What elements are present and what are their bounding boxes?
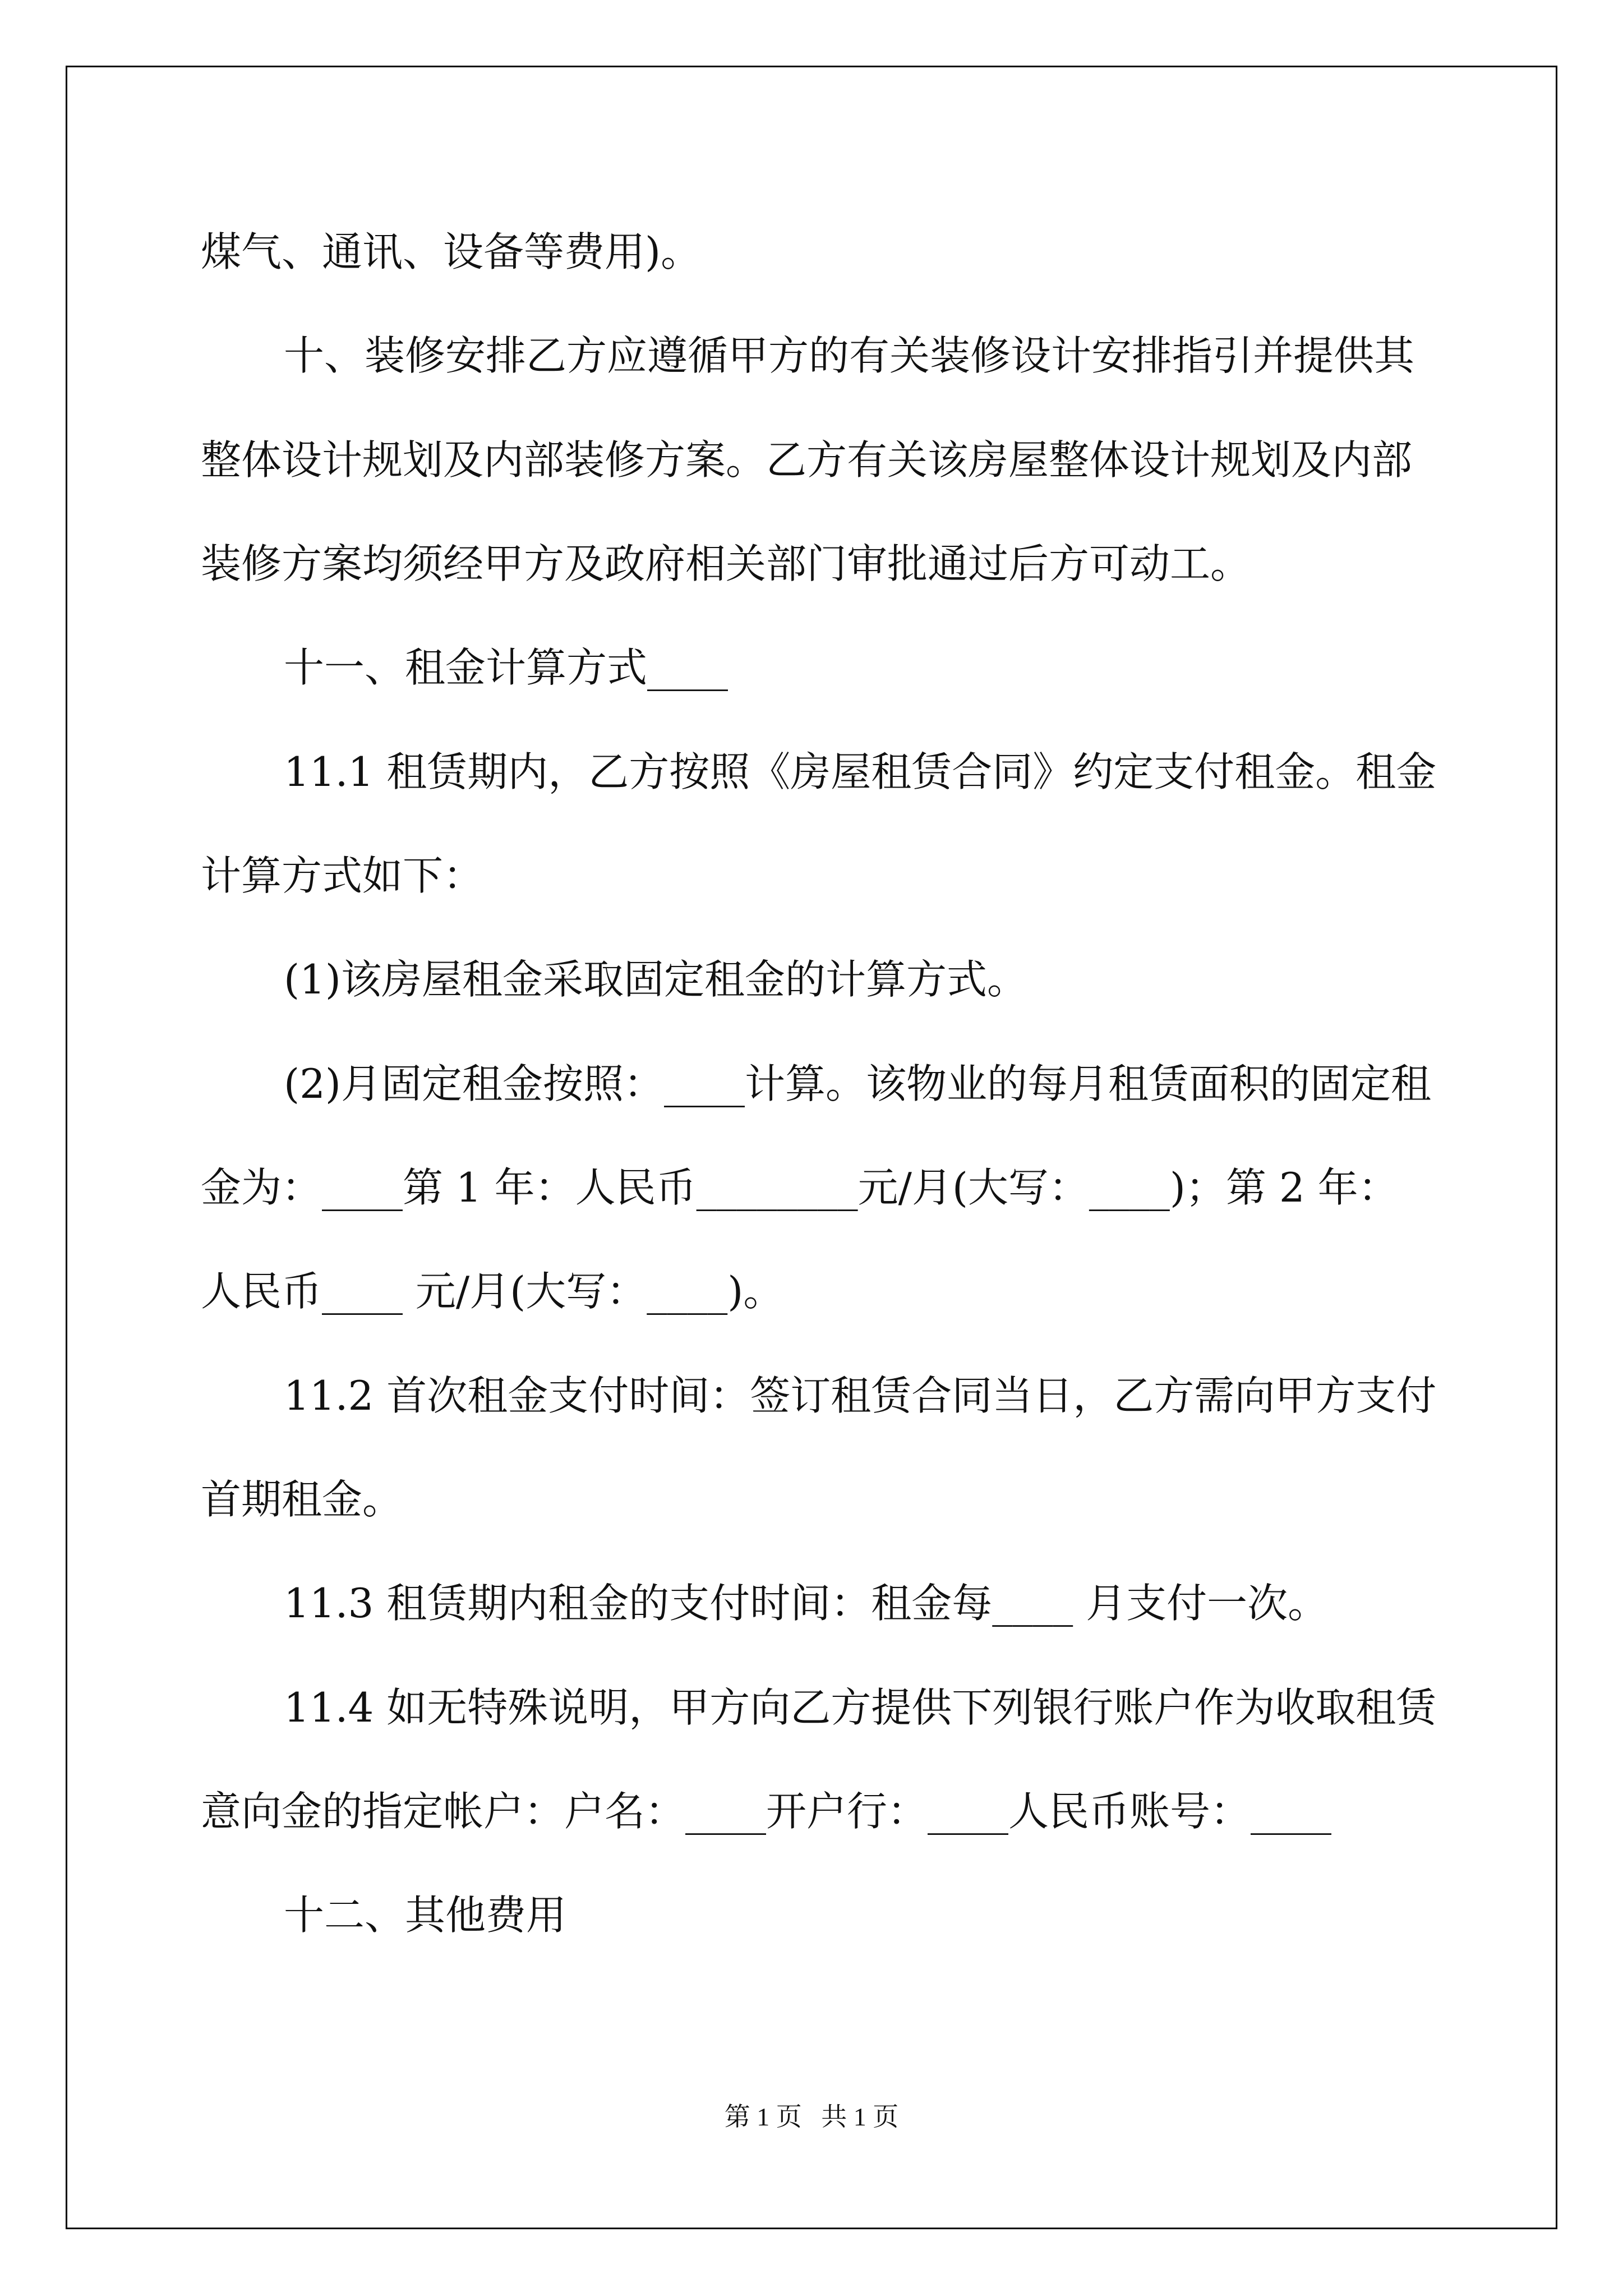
text-line: 整体设计规划及内部装修方案。乙方有关该房屋整体设计规划及内部 — [201, 436, 1413, 484]
text-line: 11.4 如无特殊说明，甲方向乙方提供下列银行账户作为收取租赁 — [284, 1684, 1437, 1731]
text-line: 人民币____ 元/月(大写：____)。 — [201, 1268, 784, 1315]
text-line: 十、装修安排乙方应遵循甲方的有关装修设计安排指引并提供其 — [284, 332, 1415, 379]
text-line: 11.1 租赁期内，乙方按照《房屋租赁合同》约定支付租金。租金 — [284, 748, 1437, 795]
text-line: (1)该房屋租金采取固定租金的计算方式。 — [284, 956, 1027, 1003]
text-line: 11.3 租赁期内租金的支付时间：租金每____ 月支付一次。 — [284, 1580, 1329, 1627]
text-line: 十一、租金计算方式____ — [284, 644, 728, 691]
text-line: 金为：____第 1 年：人民币________元/月(大写：____)；第 2 年： — [201, 1164, 1399, 1211]
page-footer: 第 1 页 共 1 页 — [724, 2102, 899, 2131]
text-line: 意向金的指定帐户：户名：____开户行：____人民币账号：____ — [201, 1788, 1332, 1835]
text-line: (2)月固定租金按照：____计算。该物业的每月租赁面积的固定租 — [284, 1060, 1431, 1107]
text-line: 装修方案均须经甲方及政府相关部门审批通过后方可动工。 — [201, 540, 1251, 587]
text-line: 煤气、通讯、设备等费用)。 — [201, 228, 702, 275]
text-line: 首期租金。 — [201, 1476, 403, 1523]
text-line: 计算方式如下： — [201, 852, 484, 899]
text-line: 十二、其他费用 — [284, 1892, 567, 1939]
text-line: 11.2 首次租金支付时间：签订租赁合同当日，乙方需向甲方支付 — [284, 1372, 1437, 1419]
